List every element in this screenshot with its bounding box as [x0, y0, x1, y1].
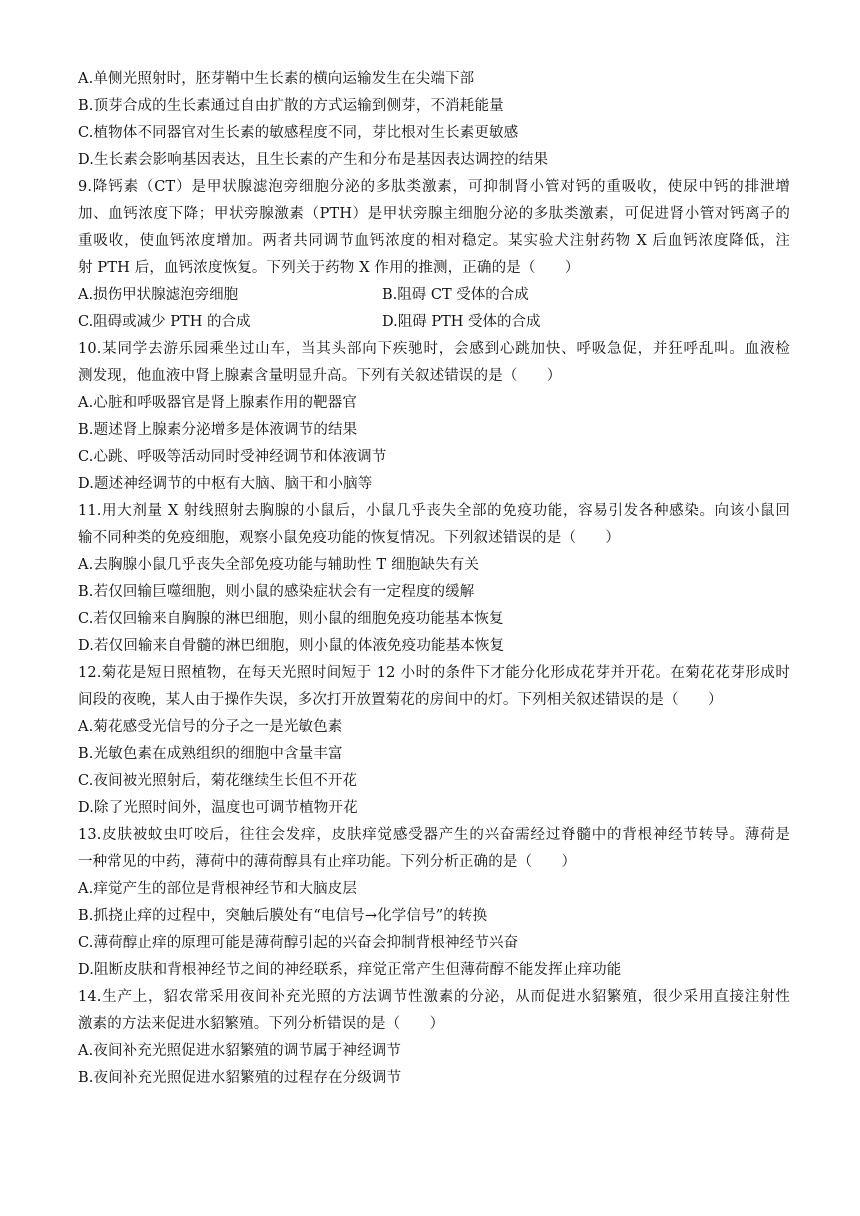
q9-options-row-2: [78, 312, 790, 332]
q9-stem-line: 射 PTH 后，血钙浓度恢复。下列关于药物 X 作用的推测，正确的是（ ）: [78, 260, 580, 276]
q9-option-a: A.损伤甲状腺滤泡旁细胞: [78, 287, 239, 303]
q9-option-d: D.阻碍 PTH 受体的合成: [382, 314, 541, 330]
q14-stem-line: 激素的方法来促进水貂繁殖。下列分析错误的是（ ）: [78, 1016, 445, 1032]
q11-option-b: B.若仅回输巨噬细胞，则小鼠的感染症状会有一定程度的缓解: [78, 584, 475, 600]
q8-option-a: A.单侧光照射时，胚芽鞘中生长素的横向运输发生在尖端下部: [78, 71, 475, 87]
q10-option-b: B.题述肾上腺素分泌增多是体液调节的结果: [78, 422, 358, 438]
q14-option-a: A.夜间补充光照促进水貂繁殖的调节属于神经调节: [78, 1043, 402, 1059]
q12-option-c: C.夜间被光照射后，菊花继续生长但不开花: [78, 773, 358, 789]
q10-stem-line: 10.某同学去游乐园乘坐过山车，当其头部向下疾驰时，会感到心跳加快、呼吸急促，并狂呼乱叫。血液检: [78, 341, 790, 357]
q14-stem-line: 14.生产上，貂农常采用夜间补充光照的方法调节性激素的分泌，从而促进水貂繁殖，很少采用直接注射性: [78, 989, 790, 1005]
q13-option-d: D.阻断皮肤和背根神经节之间的神经联系，痒觉正常产生但薄荷醇不能发挥止痒功能: [78, 962, 622, 978]
q12-option-b: B.光敏色素在成熟组织的细胞中含量丰富: [78, 746, 343, 762]
q8-option-b: B.顶芽合成的生长素通过自由扩散的方式运输到侧芽，不消耗能量: [78, 98, 504, 114]
q13-stem-line: 13.皮肤被蚊虫叮咬后，往往会发痒，皮肤痒觉感受器产生的兴奋需经过脊髓中的背根神经节转导。薄荷是: [78, 827, 790, 843]
q14-option-b: B.夜间补充光照促进水貂繁殖的过程存在分级调节: [78, 1070, 402, 1086]
q11-option-a: A.去胸腺小鼠几乎丧失全部免疫功能与辅助性 T 细胞缺失有关: [78, 557, 479, 573]
q10-option-a: A.心脏和呼吸器官是肾上腺素作用的靶器官: [78, 395, 358, 411]
q9-option-b: B.阻碍 CT 受体的合成: [382, 287, 529, 303]
q10-option-c: C.心跳、呼吸等活动同时受神经调节和体液调节: [78, 449, 387, 465]
q8-option-c: C.植物体不同器官对生长素的敏感程度不同，芽比根对生长素更敏感: [78, 125, 519, 141]
q13-option-b: B.抓挠止痒的过程中，突触后膜处有“电信号→化学信号”的转换: [78, 908, 488, 924]
q9-stem-line: 9.降钙素（CT）是甲状腺滤泡旁细胞分泌的多肽类激素，可抑制肾小管对钙的重吸收，使尿中钙的排泄增: [78, 179, 790, 195]
q13-stem-line: 一种常见的中药，薄荷中的薄荷醇具有止痒功能。下列分析正确的是（ ）: [78, 854, 577, 870]
q13-option-c: C.薄荷醇止痒的原理可能是薄荷醇引起的兴奋会抑制背根神经节兴奋: [78, 935, 519, 951]
q8-option-d: D.生长素会影响基因表达，且生长素的产生和分布是基因表达调控的结果: [78, 152, 549, 168]
q12-option-d: D.除了光照时间外，温度也可调节植物开花: [78, 800, 358, 816]
q9-option-c: C.阻碍或减少 PTH 的合成: [78, 314, 251, 330]
q13-option-a: A.痒觉产生的部位是背根神经节和大脑皮层: [78, 881, 358, 897]
q11-stem-line: 11.用大剂量 X 射线照射去胸腺的小鼠后，小鼠几乎丧失全部的免疫功能，容易引发各种感染。向该小鼠回: [78, 503, 790, 519]
q11-option-c: C.若仅回输来自胸腺的淋巴细胞，则小鼠的细胞免疫功能基本恢复: [78, 611, 504, 627]
q9-stem-line: 加、血钙浓度下降；甲状旁腺激素（PTH）是甲状旁腺主细胞分泌的多肽类激素，可促进肾小管对钙离子的: [78, 206, 790, 222]
q11-option-d: D.若仅回输来自骨髓的淋巴细胞，则小鼠的体液免疫功能基本恢复: [78, 638, 505, 654]
q10-option-d: D.题述神经调节的中枢有大脑、脑干和小脑等: [78, 476, 373, 492]
q10-stem-line: 测发现，他血液中肾上腺素含量明显升高。下列有关叙述错误的是（ ）: [78, 368, 562, 384]
q12-stem-line: 12.菊花是短日照植物，在每天光照时间短于 12 小时的条件下才能分化形成花芽并开花。在菊花花芽形成时: [78, 665, 790, 681]
q11-stem-line: 输不同种类的免疫细胞，观察小鼠免疫功能的恢复情况。下列叙述错误的是（ ）: [78, 530, 621, 546]
q12-stem-line: 间段的夜晚，某人由于操作失误，多次打开放置菊花的房间中的灯。下列相关叙述错误的是（ ）: [78, 692, 723, 708]
q9-stem-line: 重吸收，使血钙浓度增加。两者共同调节血钙浓度的相对稳定。某实验犬注射药物 X 后血钙浓度降低，注: [78, 233, 790, 249]
q9-options-row-1: [78, 285, 790, 305]
q12-option-a: A.菊花感受光信号的分子之一是光敏色素: [78, 719, 343, 735]
